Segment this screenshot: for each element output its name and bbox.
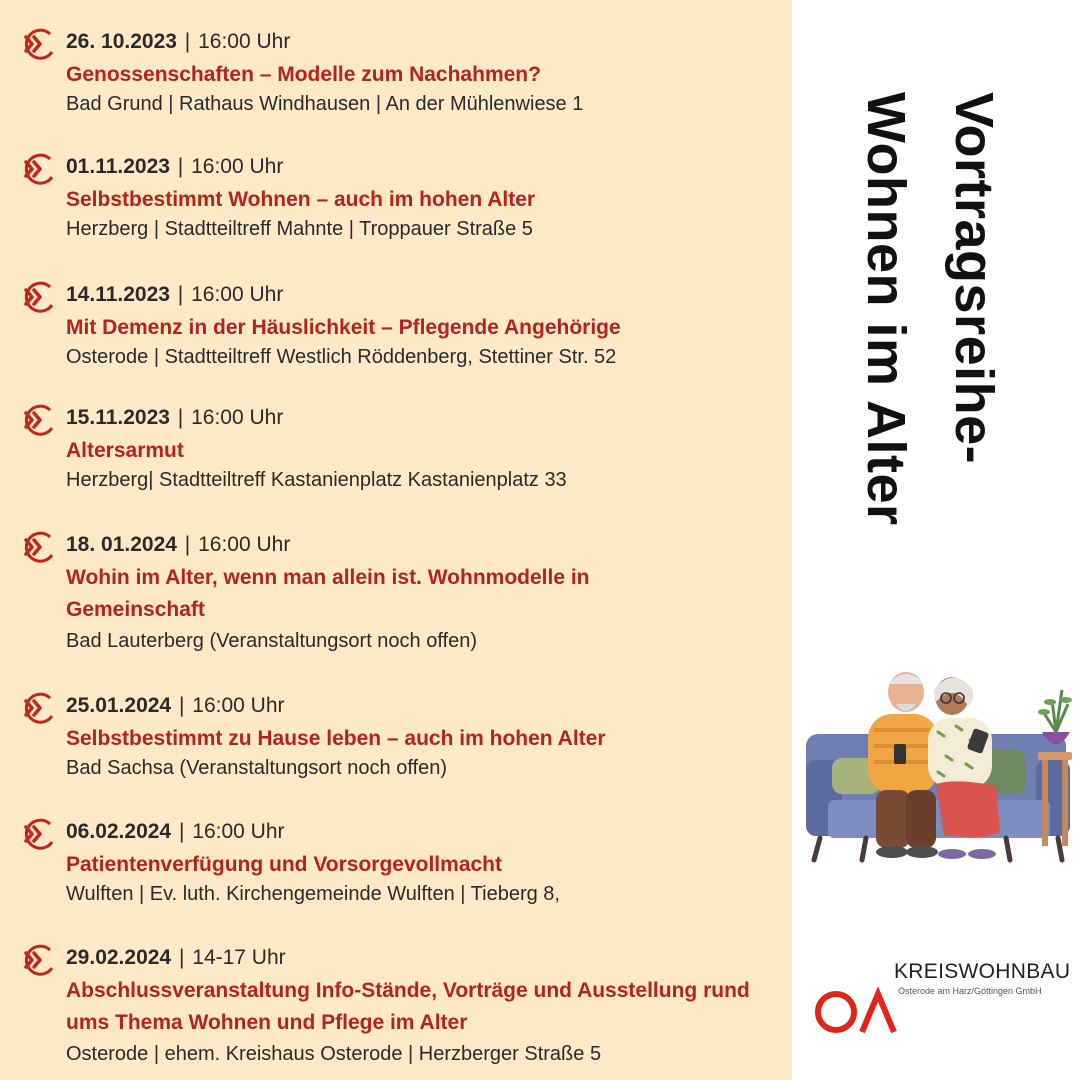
event-time: 14-17 Uhr	[192, 946, 286, 969]
event-time: 16:00 Uhr	[191, 155, 284, 178]
event-header	[66, 281, 283, 309]
series-title-line2: Wohnen im Alter	[856, 92, 916, 526]
logo-brand: KREISWOHNBAU	[894, 960, 1071, 983]
event-date: 06.02.2024	[66, 820, 172, 843]
event-date: 14.11.2023	[66, 283, 170, 306]
series-title-line1: Vortragsreihe-	[944, 92, 1004, 465]
separator: |	[177, 406, 184, 429]
double-chevron-icon	[14, 818, 58, 850]
event-location: Bad Grund | Rathaus Windhausen | An der Mühlenwiese 1	[66, 93, 584, 115]
event-title: Abschlussveranstaltung Info-Stände, Vorträge und Ausstellung rund ums Thema Wohnen und Pflege im Alter	[66, 979, 750, 1034]
event-header	[66, 404, 283, 432]
logo-mark-icon	[812, 980, 904, 1036]
event-date: 15.11.2023	[66, 406, 170, 429]
elderly-couple-illustration	[806, 660, 1072, 868]
event-location: Herzberg| Stadtteiltreff Kastanienplatz Kastanienplatz 33	[66, 469, 567, 491]
separator: |	[178, 694, 185, 717]
event-date: 18. 01.2024	[66, 533, 177, 556]
event-location: Herzberg | Stadtteiltreff Mahnte | Troppauer Straße 5	[66, 218, 533, 240]
double-chevron-icon	[14, 531, 58, 563]
separator: |	[184, 30, 191, 53]
event-date: 26. 10.2023	[66, 30, 177, 53]
event-location: Osterode | Stadtteiltreff Westlich Röddenberg, Stettiner Str. 52	[66, 346, 617, 368]
event-time: 16:00 Uhr	[198, 533, 291, 556]
separator: |	[178, 946, 185, 969]
event-date: 25.01.2024	[66, 694, 172, 717]
separator: |	[177, 155, 184, 178]
double-chevron-icon	[14, 692, 58, 724]
double-chevron-icon	[14, 404, 58, 436]
logo-subtitle: Osterode am Harz/Göttingen GmbH	[898, 986, 1042, 996]
event-title: Wohin im Alter, wenn man allein ist. Wohnmodelle in Gemeinschaft	[66, 566, 590, 621]
event-title: Selbstbestimmt zu Hause leben – auch im hohen Alter	[66, 727, 606, 750]
kreiswohnbau-logo	[812, 958, 1071, 1038]
event-header	[66, 531, 290, 559]
event-header	[66, 153, 283, 181]
event-title: Genossenschaften – Modelle zum Nachahmen?	[66, 63, 541, 86]
event-date: 29.02.2024	[66, 946, 172, 969]
separator: |	[178, 820, 185, 843]
event-time: 16:00 Uhr	[192, 820, 285, 843]
double-chevron-icon	[14, 281, 58, 313]
event-header	[66, 28, 290, 56]
event-header	[66, 944, 286, 972]
double-chevron-icon	[14, 153, 58, 185]
event-location: Bad Sachsa (Veranstaltungsort noch offen)	[66, 757, 447, 779]
double-chevron-icon	[14, 944, 58, 976]
event-location: Osterode | ehem. Kreishaus Osterode | Herzberger Straße 5	[66, 1043, 602, 1065]
event-header	[66, 818, 285, 846]
separator: |	[184, 533, 191, 556]
double-chevron-icon	[14, 28, 58, 60]
event-title: Altersarmut	[66, 439, 184, 462]
event-time: 16:00 Uhr	[198, 30, 291, 53]
event-header	[66, 692, 285, 720]
event-title: Selbstbestimmt Wohnen – auch im hohen Alter	[66, 188, 536, 211]
title-panel	[792, 0, 1080, 1080]
event-time: 16:00 Uhr	[191, 283, 284, 306]
event-date: 01.11.2023	[66, 155, 170, 178]
event-location: Wulften | Ev. luth. Kirchengemeinde Wulften | Tieberg 8,	[66, 883, 560, 905]
event-title: Mit Demenz in der Häuslichkeit – Pflegende Angehörige	[66, 316, 621, 339]
event-title: Patientenverfügung und Vorsorgevollmacht	[66, 853, 502, 876]
separator: |	[177, 283, 184, 306]
event-time: 16:00 Uhr	[192, 694, 285, 717]
event-time: 16:00 Uhr	[191, 406, 284, 429]
event-location: Bad Lauterberg (Veranstaltungsort noch offen)	[66, 630, 478, 652]
